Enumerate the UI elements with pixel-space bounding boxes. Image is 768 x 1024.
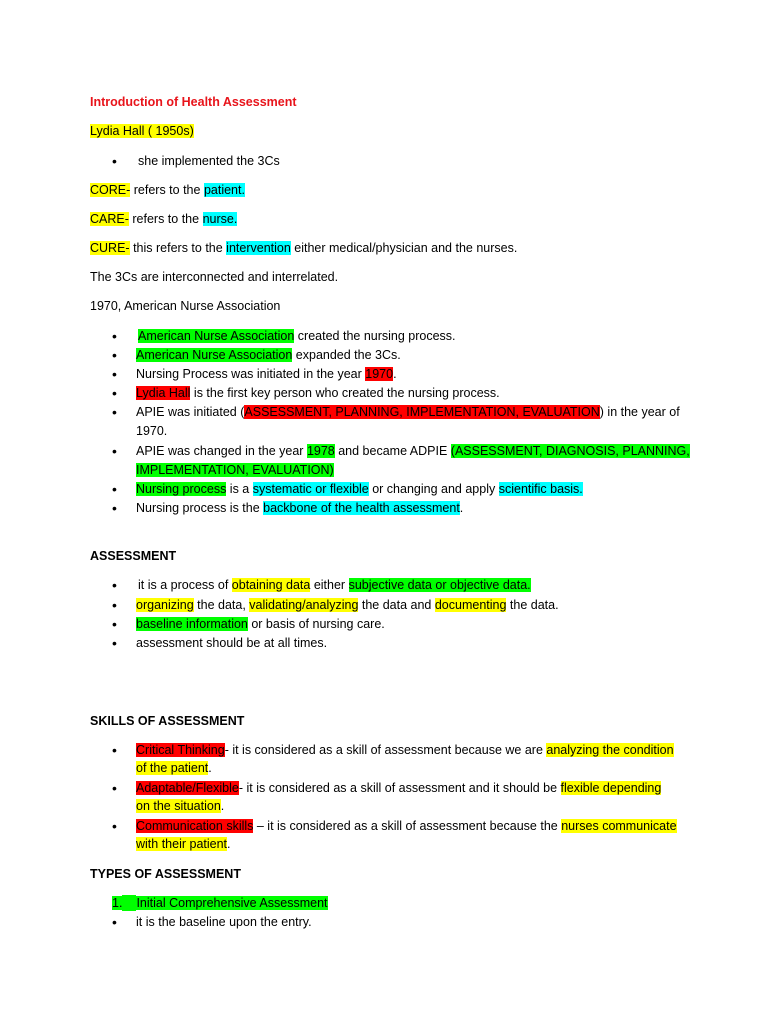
list-item (138, 328, 456, 344)
item-text: is the first key person who created the nursing process. (190, 386, 500, 400)
list-item (136, 597, 559, 613)
implemented-text: she implemented the 3Cs (138, 154, 280, 168)
core-line (90, 182, 245, 198)
ana-1970-line: 1970, American Nurse Association (90, 299, 281, 313)
highlight-cyan: scientific basis. (498, 482, 583, 496)
highlight-green: subjective data or objective data. (348, 578, 531, 592)
item-text: the data, (193, 598, 250, 612)
cure-text: this refers to the (129, 241, 227, 255)
highlight-green: Initial Comprehensive Assessment (136, 896, 328, 910)
bullet-icon: • (112, 481, 117, 497)
highlight-green: IMPLEMENTATION, EVALUATION) (136, 463, 334, 477)
care-highlight: nurse. (202, 212, 238, 226)
highlight-red: ASSESSMENT, PLANNING, IMPLEMENTATION, EVALUATION (244, 405, 600, 419)
highlight-red: Communication skills (136, 819, 254, 833)
item-text: APIE was changed in the year (136, 444, 307, 458)
bullet-icon: • (112, 597, 117, 613)
item-text: . (393, 367, 397, 381)
list-item (136, 616, 385, 632)
item-text: . (220, 799, 225, 813)
item-text: ) in the year of (599, 405, 680, 419)
highlight-green: (ASSESSMENT, DIAGNOSIS, PLANNING, (450, 444, 690, 458)
list-item (136, 742, 674, 758)
list-item-continuation (136, 462, 334, 478)
highlight-yellow: documenting (434, 598, 507, 612)
item-text: Nursing Process was initiated in the year (136, 367, 366, 381)
item-text: APIE was initiated ( (136, 405, 245, 419)
list-item (136, 780, 661, 796)
care-line (90, 211, 237, 227)
list-item (136, 500, 463, 516)
list-item (138, 577, 531, 593)
list-item: assessment should be at all times. (136, 636, 328, 650)
highlight-yellow: validating/analyzing (249, 598, 359, 612)
highlight-red: Adaptable/Flexible (136, 781, 239, 795)
cure-term: CURE- (90, 241, 130, 255)
highlight-yellow: flexible depending (560, 781, 662, 795)
item-number: 1. (112, 896, 123, 910)
highlight-red: Critical Thinking (136, 743, 225, 757)
item-text: expanded the 3Cs. (292, 348, 401, 362)
list-item (136, 481, 583, 497)
list-item (136, 404, 680, 420)
highlight-cyan: systematic or flexible (252, 482, 369, 496)
lydia-hall-line (90, 123, 194, 139)
item-text: . (208, 761, 212, 775)
core-highlight: patient. (203, 183, 245, 197)
list-item-continuation (136, 760, 212, 776)
bullet-icon: • (112, 404, 117, 420)
highlight-red: Lydia Hall (136, 386, 191, 400)
list-item (136, 366, 397, 382)
item-text: is a (226, 482, 253, 496)
highlight-yellow: obtaining data (231, 578, 311, 592)
highlight-yellow: with their patient (136, 837, 228, 851)
bullet-icon: • (112, 914, 117, 930)
bullet-icon: • (112, 635, 117, 651)
bullet-icon: • (112, 577, 117, 593)
list-item-continuation: 1970. (136, 424, 168, 438)
page-title: Introduction of Health Assessment (90, 95, 297, 109)
cure-rest: either medical/physician and the nurses. (290, 241, 518, 255)
bullet-icon: • (112, 347, 117, 363)
item-text: - it is considered as a skill of assessment because we are (224, 743, 547, 757)
cure-line (90, 240, 517, 256)
types-heading: TYPES OF ASSESSMENT (90, 867, 241, 881)
bullet-icon: • (112, 780, 117, 796)
item-text: it is a process of (138, 578, 232, 592)
item-text: either (310, 578, 349, 592)
bullet-icon: • (112, 328, 117, 344)
numbered-item (112, 895, 328, 911)
list-item: it is the baseline upon the entry. (136, 915, 312, 929)
highlight-yellow: on the situation (136, 799, 221, 813)
item-text: - it is considered as a skill of assessment and it should be (238, 781, 561, 795)
highlight-green: Nursing process (136, 482, 227, 496)
item-text: the data. (506, 598, 559, 612)
lydia-hall-highlight: Lydia Hall ( 1950s) (90, 124, 194, 138)
bullet-icon: • (112, 500, 117, 516)
core-text: refers to the (130, 183, 204, 197)
bullet-icon: • (112, 616, 117, 632)
list-item-continuation (136, 836, 231, 852)
highlight-red: 1970 (365, 367, 394, 381)
item-text: or basis of nursing care. (247, 617, 385, 631)
item-text: . (459, 501, 464, 515)
cure-highlight: intervention (226, 241, 291, 255)
list-item (136, 818, 677, 834)
highlight-green: 1978 (306, 444, 335, 458)
bullet-icon: • (112, 366, 117, 382)
bullet-icon: • (112, 742, 117, 758)
highlight-green: baseline information (136, 617, 248, 631)
core-term: CORE- (90, 183, 131, 197)
item-text: created the nursing process. (294, 329, 456, 343)
skills-heading: SKILLS OF ASSESSMENT (90, 714, 245, 728)
highlight-green: American Nurse Association (138, 329, 295, 343)
highlight-yellow: of the patient (136, 761, 209, 775)
bullet-icon: • (112, 385, 117, 401)
bullet-icon: • (112, 153, 117, 169)
bullet-icon: • (112, 818, 117, 834)
care-term: CARE- (90, 212, 129, 226)
highlight-yellow: nurses communicate (561, 819, 677, 833)
highlight-yellow: analyzing the condition (546, 743, 674, 757)
care-text: refers to the (128, 212, 203, 226)
interconnected-line: The 3Cs are interconnected and interrelated. (90, 270, 339, 284)
item-text: and became ADPIE (334, 444, 451, 458)
highlight-yellow: organizing (136, 598, 194, 612)
list-item (136, 347, 401, 363)
assessment-heading: ASSESSMENT (90, 549, 177, 563)
item-text: the data and (358, 598, 435, 612)
item-text: . (227, 837, 231, 851)
item-text: Nursing process is the (136, 501, 264, 515)
list-item (136, 443, 690, 459)
item-text: – it is considered as a skill of assessment because the (253, 819, 562, 833)
list-item (136, 385, 500, 401)
list-item-continuation (136, 798, 224, 814)
highlight-cyan: backbone of the health assessment (263, 501, 460, 515)
item-text: or changing and apply (368, 482, 499, 496)
bullet-icon: • (112, 443, 117, 459)
highlight-green: American Nurse Association (136, 348, 293, 362)
